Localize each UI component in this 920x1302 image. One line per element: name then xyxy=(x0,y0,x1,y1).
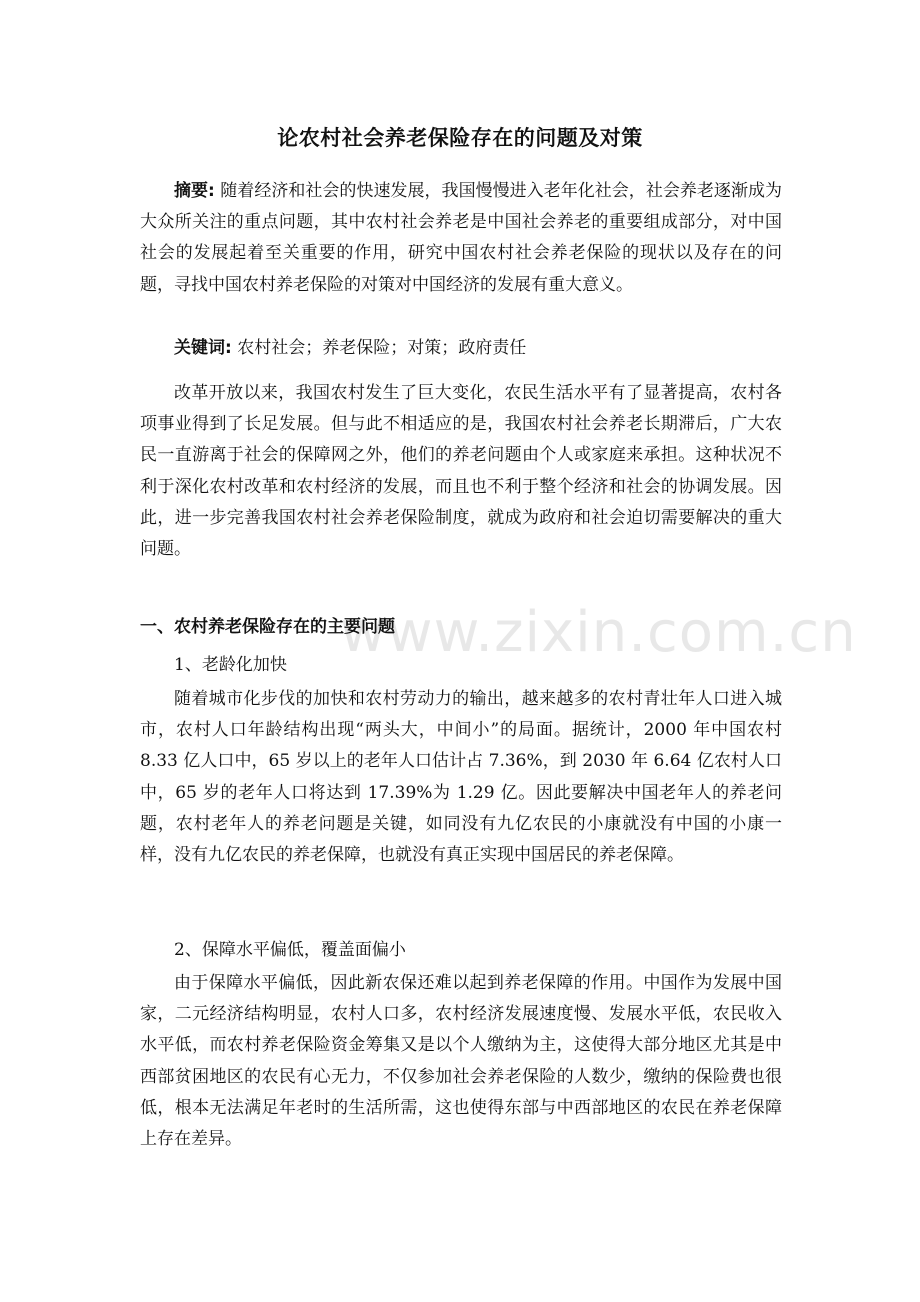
abstract-label: 摘要: xyxy=(174,181,215,201)
body-paragraph-1: 随着城市化步伐的加快和农村劳动力的输出，越来越多的农村青壮年人口进入城市，农村人口年龄结构出现“两头大，中间小”的局面。据统计，2000 年中国农村 8.33 亿人口中，65 岁以上的老年人口估计占 7.36%，到 2030 年 6.64 亿农村人口中，65 岁的老年人口将达到 17.39%为 1.29 亿。因此要解决中国老年人的养老问题，农村老年人的养老问题是关键，如同没有九亿农民的小康就没有中国的小康一样，没有九亿农民的养老保障，也就没有真正实现中国居民的养老保障。 xyxy=(140,689,782,866)
abstract-text: 随着经济和社会的快速发展，我国慢慢进入老年化社会，社会养老逐渐成为大众所关注的重点问题，其中农村社会养老是中国社会养老的重要组成部分，对中国社会的发展起着至关重要的作用，研究中国农村社会养老保险的现状以及存在的问题，寻找中国农村养老保险的对策对中国经济的发展有重大意义。 xyxy=(140,181,782,295)
document-title: 论农村社会养老保险存在的问题及对策 xyxy=(277,126,643,150)
abstract-paragraph xyxy=(140,176,782,301)
watermark: www.zixin.com.cn xyxy=(340,600,857,665)
keywords-text: 农村社会；养老保险；对策；政府责任 xyxy=(231,338,527,358)
section-heading: 一、农村养老保险存在的主要问题 xyxy=(140,617,395,637)
keywords-paragraph xyxy=(140,333,782,364)
intro-paragraph: 改革开放以来，我国农村发生了巨大变化，农民生活水平有了显著提高，农村各项事业得到了长足发展。但与此不相适应的是，我国农村社会养老长期滞后，广大农民一直游离于社会的保障网之外，他们的养老问题由个人或家庭来承担。这种状况不利于深化农村改革和农村经济的发展，而且也不利于整个经济和社会的协调发展。因此，进一步完善我国农村社会养老保险制度，就成为政府和社会迫切需要解决的重大问题。 xyxy=(140,383,782,560)
body-paragraph-2: 由于保障水平偏低，因此新农保还难以起到养老保障的作用。中国作为发展中国家，二元经济结构明显，农村人口多，农村经济发展速度慢、发展水平低，农民收入水平低，而农村养老保险资金筹集又是以个人缴纳为主，这使得大部分地区尤其是中西部贫困地区的农民有心无力，不仅参加社会养老保险的人数少，缴纳的保险费也很低，根本无法满足年老时的生活所需，这也使得东部与中西部地区的农民在养老保障上存在差异。 xyxy=(140,973,782,1150)
subsection-heading-2: 2、保障水平偏低，覆盖面偏小 xyxy=(174,940,406,960)
subsection-heading-1: 1、老龄化加快 xyxy=(174,655,287,675)
keywords-label: 关键词: xyxy=(174,338,232,358)
